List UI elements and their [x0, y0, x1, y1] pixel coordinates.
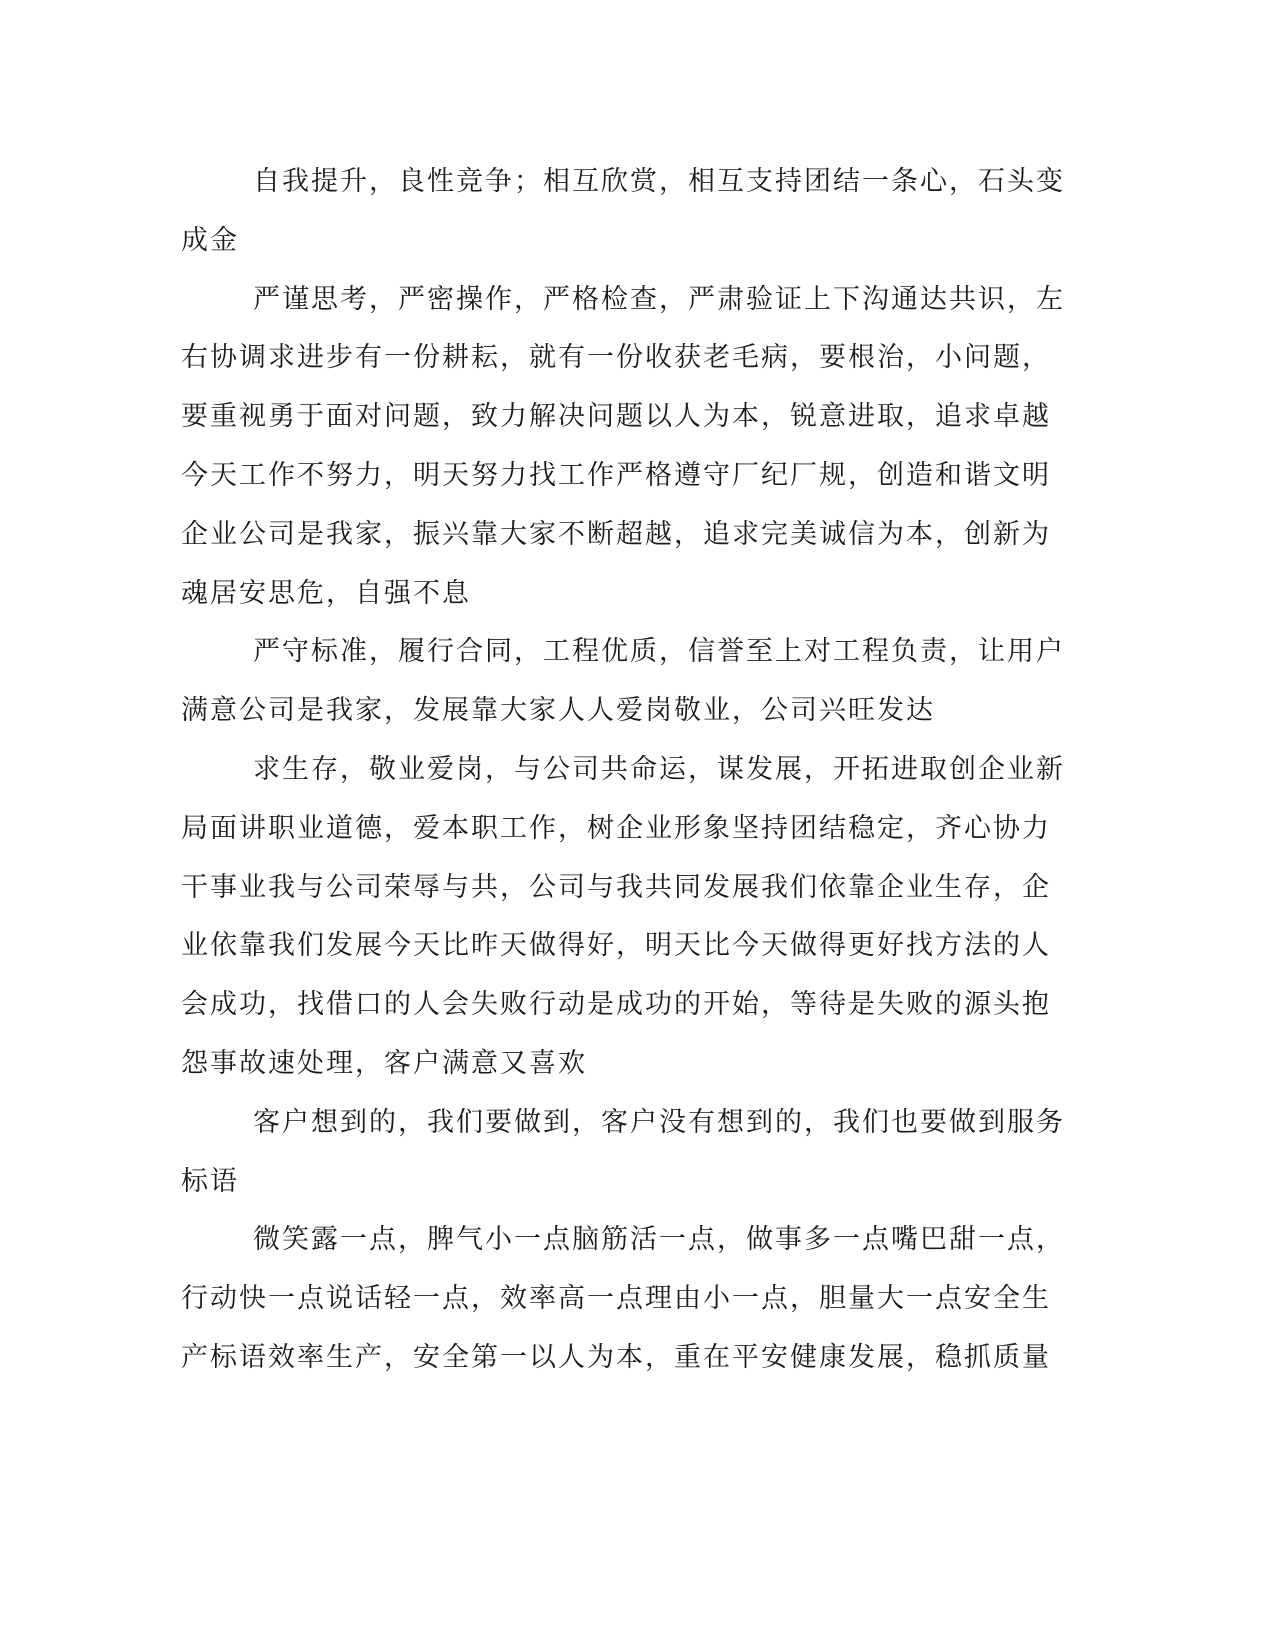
paragraph-6-line-1: 微笑露一点，脾气小一点脑筋活一点，做事多一点嘴巴甜一点，: [253, 1224, 1065, 1256]
paragraph-2-line-6: 魂居安思危，自强不息: [181, 577, 471, 609]
paragraph-4-line-6: 怨事故速处理，客户满意又喜欢: [181, 1047, 587, 1079]
paragraph-2-line-5: 企业公司是我家，振兴靠大家不断超越，追求完美诚信为本，创新为: [181, 518, 1051, 550]
paragraph-1-line-2: 成金: [181, 224, 239, 256]
paragraph-3-line-1: 严守标准，履行合同，工程优质，信誉至上对工程负责，让用户: [253, 636, 1065, 668]
paragraph-4-line-1: 求生存，敬业爱岗，与公司共命运，谋发展，开拓进取创企业新: [253, 753, 1065, 785]
paragraph-6-line-3: 产标语效率生产，安全第一以人为本，重在平安健康发展，稳抓质量: [181, 1341, 1051, 1373]
paragraph-2-line-2: 右协调求进步有一份耕耘，就有一份收获老毛病，要根治，小问题，: [181, 342, 1051, 374]
paragraph-5-line-1: 客户想到的，我们要做到，客户没有想到的，我们也要做到服务: [253, 1106, 1065, 1138]
document-body: [181, 153, 1065, 1388]
paragraph-2-line-1: 严谨思考，严密操作，严格检查，严肃验证上下沟通达共识，左: [253, 283, 1065, 315]
paragraph-4-line-5: 会成功，找借口的人会失败行动是成功的开始，等待是失败的源头抱: [181, 989, 1051, 1021]
paragraph-1-line-1: 自我提升，良性竞争；相互欣赏，相互支持团结一条心，石头变: [253, 166, 1065, 197]
paragraph-2-line-4: 今天工作不努力，明天努力找工作严格遵守厂纪厂规，创造和谐文明: [181, 459, 1051, 491]
paragraph-6-line-2: 行动快一点说话轻一点，效率高一点理由小一点，胆量大一点安全生: [181, 1283, 1051, 1315]
paragraph-5-line-2: 标语: [181, 1165, 239, 1197]
paragraph-3-line-2: 满意公司是我家，发展靠大家人人爱岗敬业，公司兴旺发达: [181, 695, 935, 727]
paragraph-4-line-3: 干事业我与公司荣辱与共，公司与我共同发展我们依靠企业生存，企: [181, 871, 1051, 903]
paragraph-2-line-3: 要重视勇于面对问题，致力解决问题以人为本，锐意进取，追求卓越: [181, 401, 1051, 433]
paragraph-4-line-4: 业依靠我们发展今天比昨天做得好，明天比今天做得更好找方法的人: [181, 930, 1051, 962]
paragraph-4-line-2: 局面讲职业道德，爱本职工作，树企业形象坚持团结稳定，齐心协力: [181, 812, 1051, 844]
